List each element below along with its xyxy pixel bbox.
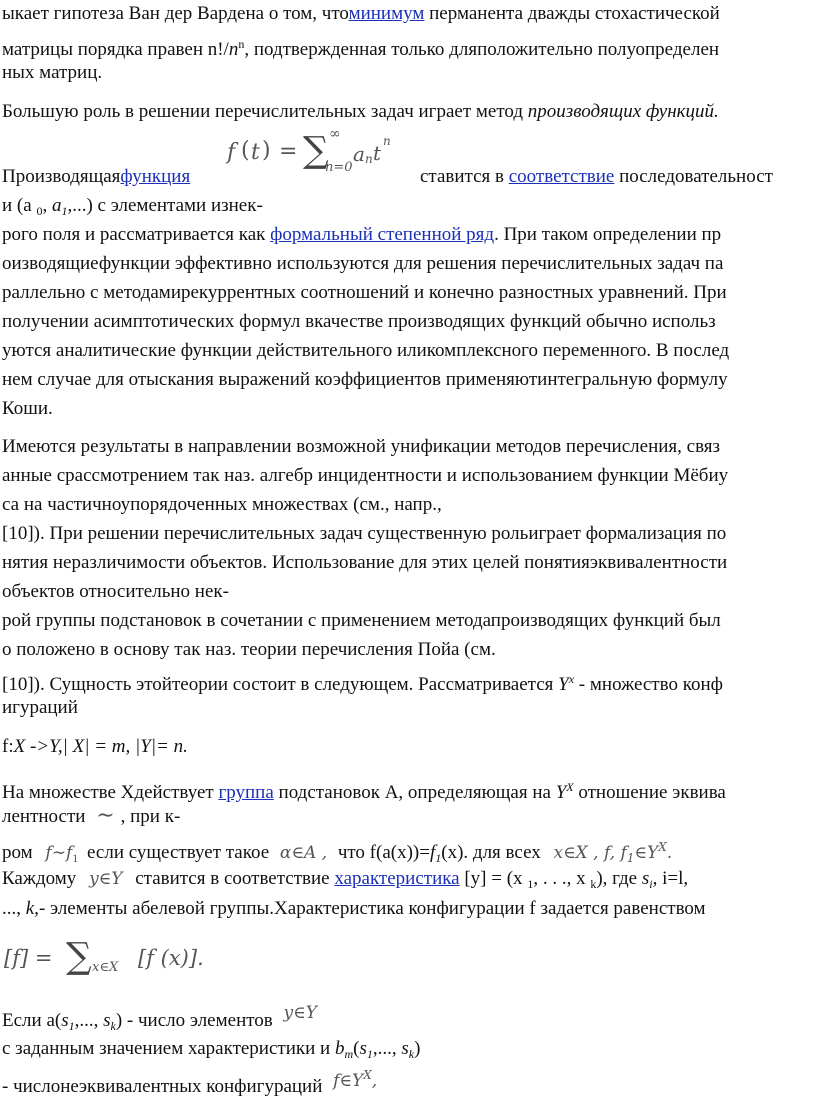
p7-line-1: Если $a(s_1$,..., $s_k$) - число элементов y∈Y <box>2 1003 317 1033</box>
p6-line-3: ром $f\sim f_1$ если существует такое α∈A , что $f(a(x))=f_1(x)$. для всех x∈X , f, $f_1\in Y^X$. <box>2 840 673 865</box>
p6-line-1: На множестве Хдействует группа подстановок А, определяющая на $Y^X$ отношение эквива <box>2 780 726 803</box>
formula-generating-function: f ( t ) = ∑ ∞ n=0 a n t n <box>227 126 391 175</box>
p3-line-9: Коши. <box>2 398 53 419</box>
link-group[interactable]: группа <box>218 782 274 803</box>
tilde-symbol: ∼ <box>96 803 115 828</box>
p3-line-8: нем случае для отыскания выражений коэффициентов применяютинтегральную формулу <box>2 369 728 390</box>
p4-line-6: объектов относительно нек- <box>2 581 229 602</box>
p3-line-2: и (a $_0$, $a_1$,...) с элементами изнек- <box>2 195 263 218</box>
p4-line-7: рой группы подстановок в сочетании с применением методапроизводящих функций был <box>2 610 721 631</box>
p7-line-2: с заданным значением характеристики и $b_m(s_1$,..., $s_k$) <box>2 1038 421 1061</box>
link-correspondence[interactable]: соответствие <box>508 166 615 187</box>
p4-line-5: нятия неразличимости объектов. Использование для этих целей понятияэквивалентности <box>2 552 728 573</box>
link-formal-power-series[interactable]: формальный степенной ряд <box>270 224 495 245</box>
p3-line-1a: Производящаяфункция <box>2 166 191 187</box>
p4-line-3: са на частичноупорядоченных множествах (см., напр., <box>2 494 442 515</box>
link-minimum[interactable]: минимум <box>348 3 425 24</box>
formula-y-in-y-2: y∈Y <box>283 1003 317 1023</box>
p4-line-9: [10]). Сущность этойтеории состоит в следующем. Рассматривается $Y^x$ - множество конф <box>2 672 723 695</box>
formula-alpha-in-a: α∈A , <box>279 843 328 863</box>
formula-f-equiv: f∼f <box>45 843 73 863</box>
p5-line: f:X ->Y,| X| = m, |Y|= n. <box>2 736 188 757</box>
p1-line-1: ыкает гипотеза Ван дер Вардена о том, чтоминимум перманента дважды стохастической <box>2 3 720 24</box>
p3-line-5: раллельно с методамирекуррентных соотношений и конечно разностных уравнений. При <box>2 282 727 303</box>
link-characteristic[interactable]: характеристика <box>334 868 460 889</box>
p2-line: Большую роль в решении перечислительных задач играет метод производящих функций. <box>2 101 719 122</box>
formula-x-in-x: x∈X , f, $f_1\in Y^X$. <box>553 840 673 865</box>
p6-line-2: лентности ∼ , при к- <box>2 803 181 828</box>
p3-line-1b: ставится в соответствие последовательност <box>420 166 773 187</box>
p4-line-2: анные срассмотрением так наз. алгебр инцидентности и использованием функции Мёбиу <box>2 465 729 486</box>
p4-line-8: о положено в основу так наз. теории перечисления Пойа (см. <box>2 639 496 660</box>
p1-line-2: матрицы порядка правен $n!/n^n$, подтвержденная только дляположительно полуопределен <box>2 37 720 60</box>
formula-characteristic-sum: [f] = ∑ x∈X [f (x)]. <box>4 936 204 977</box>
p3-line-3: рого поля и рассматривается как формальный степенной ряд. При таком определении пр <box>2 224 722 245</box>
formula-f-in-yx: $f\in Y^X$, <box>333 1068 378 1091</box>
p3-line-4: оизводящиефункции эффективно используются для решения перечислительных задач па <box>2 253 724 274</box>
p4-line-1: Имеются результаты в направлении возможной унификации методов перечисления, связ <box>2 436 721 457</box>
p6-line-4: Каждому y∈Y ставится в соответствие характеристика [y] = (x $_1$, . . ., x $_k$), где $s_i$, i=l, <box>2 868 689 891</box>
p4-line-4: [10]). При решении перечислительных задач существенную рольиграет формализация по <box>2 523 727 544</box>
p6-line-5: ..., k,- элементы абелевой группы.Характеристика конфигурации f задается равенством <box>2 898 706 919</box>
p4-line-10: игураций <box>2 697 78 718</box>
p3-line-7: уются аналитические функции действительного иликомплексного переменного. В послед <box>2 340 730 361</box>
formula-y-in-y: y∈Y <box>89 869 123 889</box>
p7-line-3: - числонеэквивалентных конфигураций $f\in Y^X$, <box>2 1068 378 1097</box>
link-function[interactable]: функция <box>120 166 191 187</box>
p3-line-6: получении асимптотических формул вкачестве производящих функций обычно использ <box>2 311 716 332</box>
p1-line-3: ных матриц. <box>2 62 103 83</box>
